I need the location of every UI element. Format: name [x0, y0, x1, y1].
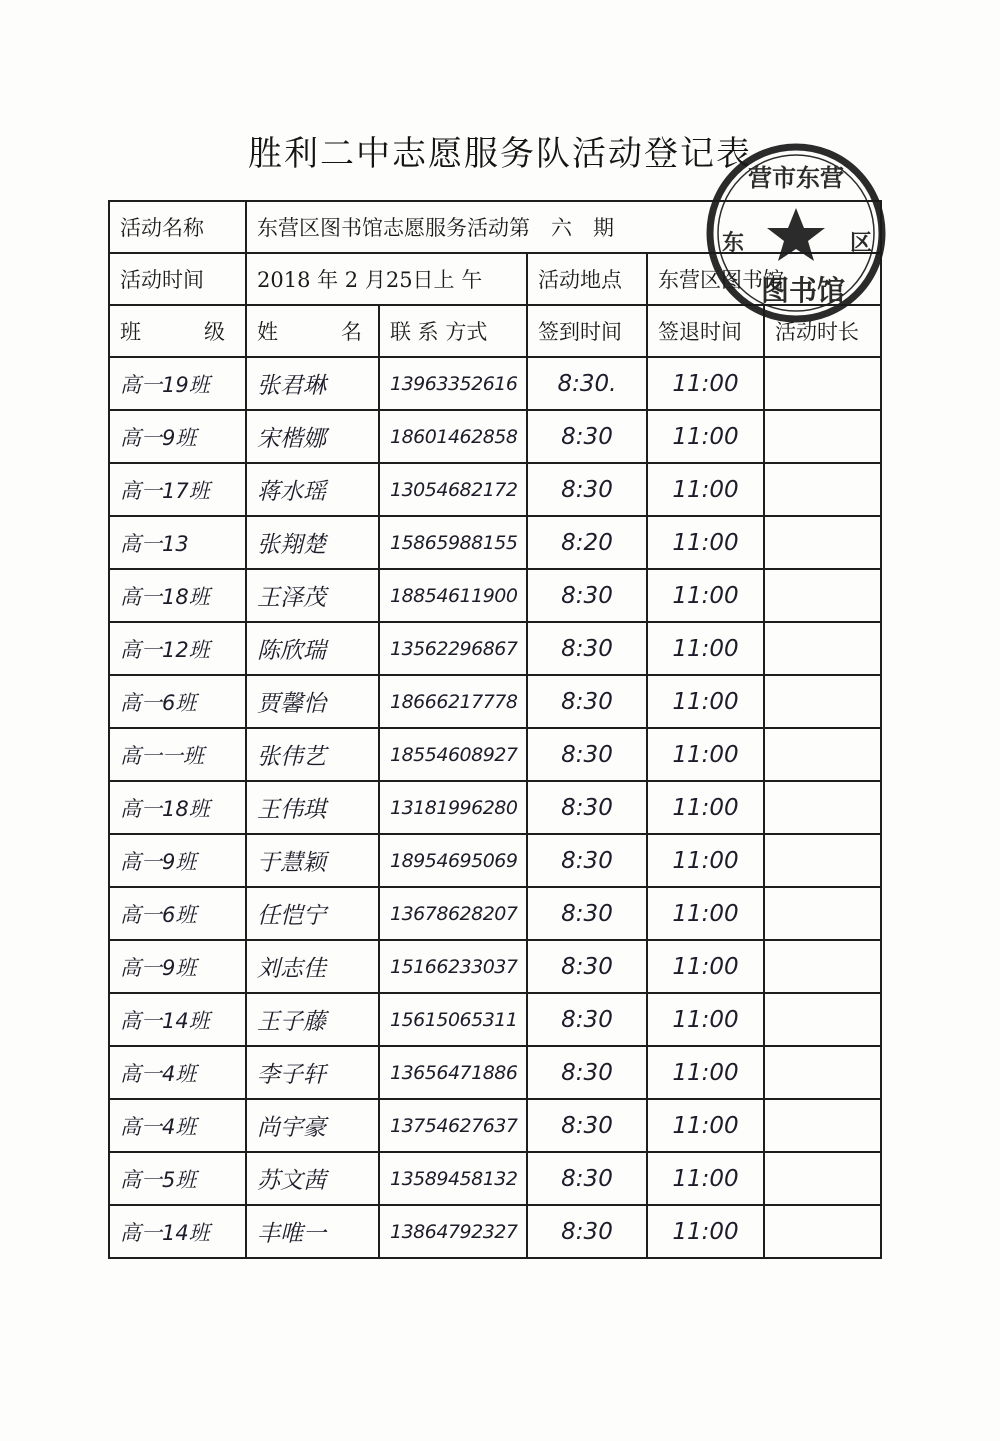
row-sign-in-cell: 8:30: [527, 834, 647, 887]
activity-name-label: 活动名称: [109, 201, 246, 253]
row-phone-cell: 13181996280: [379, 781, 527, 834]
row-duration-cell: [764, 463, 881, 516]
row-phone-cell: 13963352616: [379, 357, 527, 410]
row-phone-cell: 13678628207: [379, 887, 527, 940]
row-duration-cell: [764, 887, 881, 940]
row-duration-cell: [764, 516, 881, 569]
row-class-cell: 高一13: [109, 516, 246, 569]
table-row: [109, 410, 881, 463]
row-sign-out-cell: 11:00: [647, 781, 764, 834]
row-phone-cell: 13562296867: [379, 622, 527, 675]
svg-text:图书馆: 图书馆: [760, 274, 846, 307]
row-duration-cell: [764, 1205, 881, 1258]
row-class-cell: 高一18班: [109, 781, 246, 834]
row-name-cell: 蒋水瑶: [246, 463, 379, 516]
row-sign-in-cell: 8:30: [527, 410, 647, 463]
row-name-cell: 陈欣瑞: [246, 622, 379, 675]
activity-time-value: 2018 年 2 月25日上 午: [246, 253, 527, 305]
row-phone-cell: 18601462858: [379, 410, 527, 463]
header-duration: 活动时长: [764, 305, 881, 357]
row-phone-cell: 15865988155: [379, 516, 527, 569]
row-sign-in-cell: 8:30: [527, 887, 647, 940]
row-sign-out-cell: 11:00: [647, 728, 764, 781]
activity-name-value: 东营区图书馆志愿服务活动第 六 期: [246, 201, 881, 253]
row-name-cell: 丰唯一: [246, 1205, 379, 1258]
row-sign-out-cell: 11:00: [647, 993, 764, 1046]
row-duration-cell: [764, 569, 881, 622]
row-class-cell: 高一5班: [109, 1152, 246, 1205]
row-duration-cell: [764, 1152, 881, 1205]
row-sign-out-cell: 11:00: [647, 887, 764, 940]
row-name-cell: 刘志佳: [246, 940, 379, 993]
row-class-cell: 高一9班: [109, 940, 246, 993]
row-sign-out-cell: 11:00: [647, 675, 764, 728]
table-row: [109, 675, 881, 728]
table-row: [109, 834, 881, 887]
row-duration-cell: [764, 940, 881, 993]
row-duration-cell: [764, 410, 881, 463]
table-row: [109, 993, 881, 1046]
row-name-cell: 贾馨怡: [246, 675, 379, 728]
row-sign-in-cell: 8:30.: [527, 357, 647, 410]
row-class-cell: 高一12班: [109, 622, 246, 675]
row-phone-cell: 15166233037: [379, 940, 527, 993]
row-sign-out-cell: 11:00: [647, 1152, 764, 1205]
row-class-cell: 高一9班: [109, 410, 246, 463]
row-sign-in-cell: 8:30: [527, 1046, 647, 1099]
row-duration-cell: [764, 1046, 881, 1099]
row-duration-cell: [764, 728, 881, 781]
table-row: [109, 357, 881, 410]
table-row: [109, 516, 881, 569]
header-contact: 联 系 方式: [379, 305, 527, 357]
row-sign-in-cell: 8:30: [527, 569, 647, 622]
row-class-cell: 高一18班: [109, 569, 246, 622]
row-phone-cell: 18666217778: [379, 675, 527, 728]
row-phone-cell: 13754627637: [379, 1099, 527, 1152]
row-class-cell: 高一4班: [109, 1046, 246, 1099]
row-name-cell: 苏文茜: [246, 1152, 379, 1205]
row-sign-in-cell: 8:30: [527, 940, 647, 993]
row-name-cell: 王子藤: [246, 993, 379, 1046]
row-sign-out-cell: 11:00: [647, 1205, 764, 1258]
row-name-cell: 尚宇豪: [246, 1099, 379, 1152]
row-sign-out-cell: 11:00: [647, 463, 764, 516]
table-row: [109, 781, 881, 834]
row-duration-cell: [764, 993, 881, 1046]
table-row: [109, 1046, 881, 1099]
svg-text:东: 东: [721, 230, 745, 256]
row-sign-in-cell: 8:30: [527, 675, 647, 728]
row-name-cell: 宋楷娜: [246, 410, 379, 463]
row-duration-cell: [764, 781, 881, 834]
row-phone-cell: 13054682172: [379, 463, 527, 516]
row-sign-in-cell: 8:30: [527, 1205, 647, 1258]
row-sign-in-cell: 8:30: [527, 463, 647, 516]
svg-text:区: 区: [849, 230, 873, 256]
row-sign-in-cell: 8:30: [527, 1152, 647, 1205]
registration-table: [108, 200, 882, 1259]
table-row: [109, 569, 881, 622]
row-sign-out-cell: 11:00: [647, 622, 764, 675]
page-title: 胜利二中志愿服务队活动登记表: [248, 134, 752, 174]
row-name-cell: 张翔楚: [246, 516, 379, 569]
header-sign-in: 签到时间: [527, 305, 647, 357]
table-row: [109, 622, 881, 675]
row-sign-out-cell: 11:00: [647, 516, 764, 569]
row-sign-out-cell: 11:00: [647, 1046, 764, 1099]
row-phone-cell: 13864792327: [379, 1205, 527, 1258]
row-phone-cell: 13589458132: [379, 1152, 527, 1205]
header-sign-out: 签退时间: [647, 305, 764, 357]
row-name-cell: 张君琳: [246, 357, 379, 410]
row-class-cell: 高一19班: [109, 357, 246, 410]
row-duration-cell: [764, 622, 881, 675]
table-row: [109, 1205, 881, 1258]
table-row: [109, 728, 881, 781]
row-sign-out-cell: 11:00: [647, 410, 764, 463]
row-class-cell: 高一9班: [109, 834, 246, 887]
row-class-cell: 高一14班: [109, 993, 246, 1046]
table-row: [109, 1099, 881, 1152]
table-row: [109, 940, 881, 993]
row-class-cell: 高一14班: [109, 1205, 246, 1258]
row-sign-out-cell: 11:00: [647, 940, 764, 993]
row-duration-cell: [764, 1099, 881, 1152]
row-name-cell: 王泽茂: [246, 569, 379, 622]
table-row: [109, 463, 881, 516]
row-phone-cell: 13656471886: [379, 1046, 527, 1099]
header-class: 班 级: [109, 305, 246, 357]
row-duration-cell: [764, 357, 881, 410]
row-class-cell: 高一6班: [109, 887, 246, 940]
row-phone-cell: 18854611900: [379, 569, 527, 622]
row-class-cell: 高一17班: [109, 463, 246, 516]
row-phone-cell: 18554608927: [379, 728, 527, 781]
column-header-row: [109, 305, 881, 357]
row-sign-in-cell: 8:30: [527, 1099, 647, 1152]
activity-place-label: 活动地点: [527, 253, 647, 305]
table-row: [109, 887, 881, 940]
svg-text:营市东营: 营市东营: [748, 163, 844, 192]
row-sign-out-cell: 11:00: [647, 357, 764, 410]
activity-time-label: 活动时间: [109, 253, 246, 305]
row-duration-cell: [764, 675, 881, 728]
row-name-cell: 任恺宁: [246, 887, 379, 940]
row-sign-in-cell: 8:30: [527, 622, 647, 675]
table-body: [109, 357, 881, 1258]
row-sign-in-cell: 8:30: [527, 993, 647, 1046]
row-class-cell: 高一4班: [109, 1099, 246, 1152]
row-name-cell: 李子轩: [246, 1046, 379, 1099]
row-class-cell: 高一6班: [109, 675, 246, 728]
row-name-cell: 王伟琪: [246, 781, 379, 834]
activity-place-value: 东营区图书馆: [647, 253, 881, 305]
row-class-cell: 高一一班: [109, 728, 246, 781]
table-row: [109, 1152, 881, 1205]
row-duration-cell: [764, 834, 881, 887]
row-phone-cell: 15615065311: [379, 993, 527, 1046]
row-sign-in-cell: 8:30: [527, 781, 647, 834]
row-sign-in-cell: 8:20: [527, 516, 647, 569]
header-name: 姓 名: [246, 305, 379, 357]
row-name-cell: 张伟艺: [246, 728, 379, 781]
row-sign-out-cell: 11:00: [647, 1099, 764, 1152]
row-phone-cell: 18954695069: [379, 834, 527, 887]
row-name-cell: 于慧颖: [246, 834, 379, 887]
row-sign-in-cell: 8:30: [527, 728, 647, 781]
row-sign-out-cell: 11:00: [647, 834, 764, 887]
row-sign-out-cell: 11:00: [647, 569, 764, 622]
